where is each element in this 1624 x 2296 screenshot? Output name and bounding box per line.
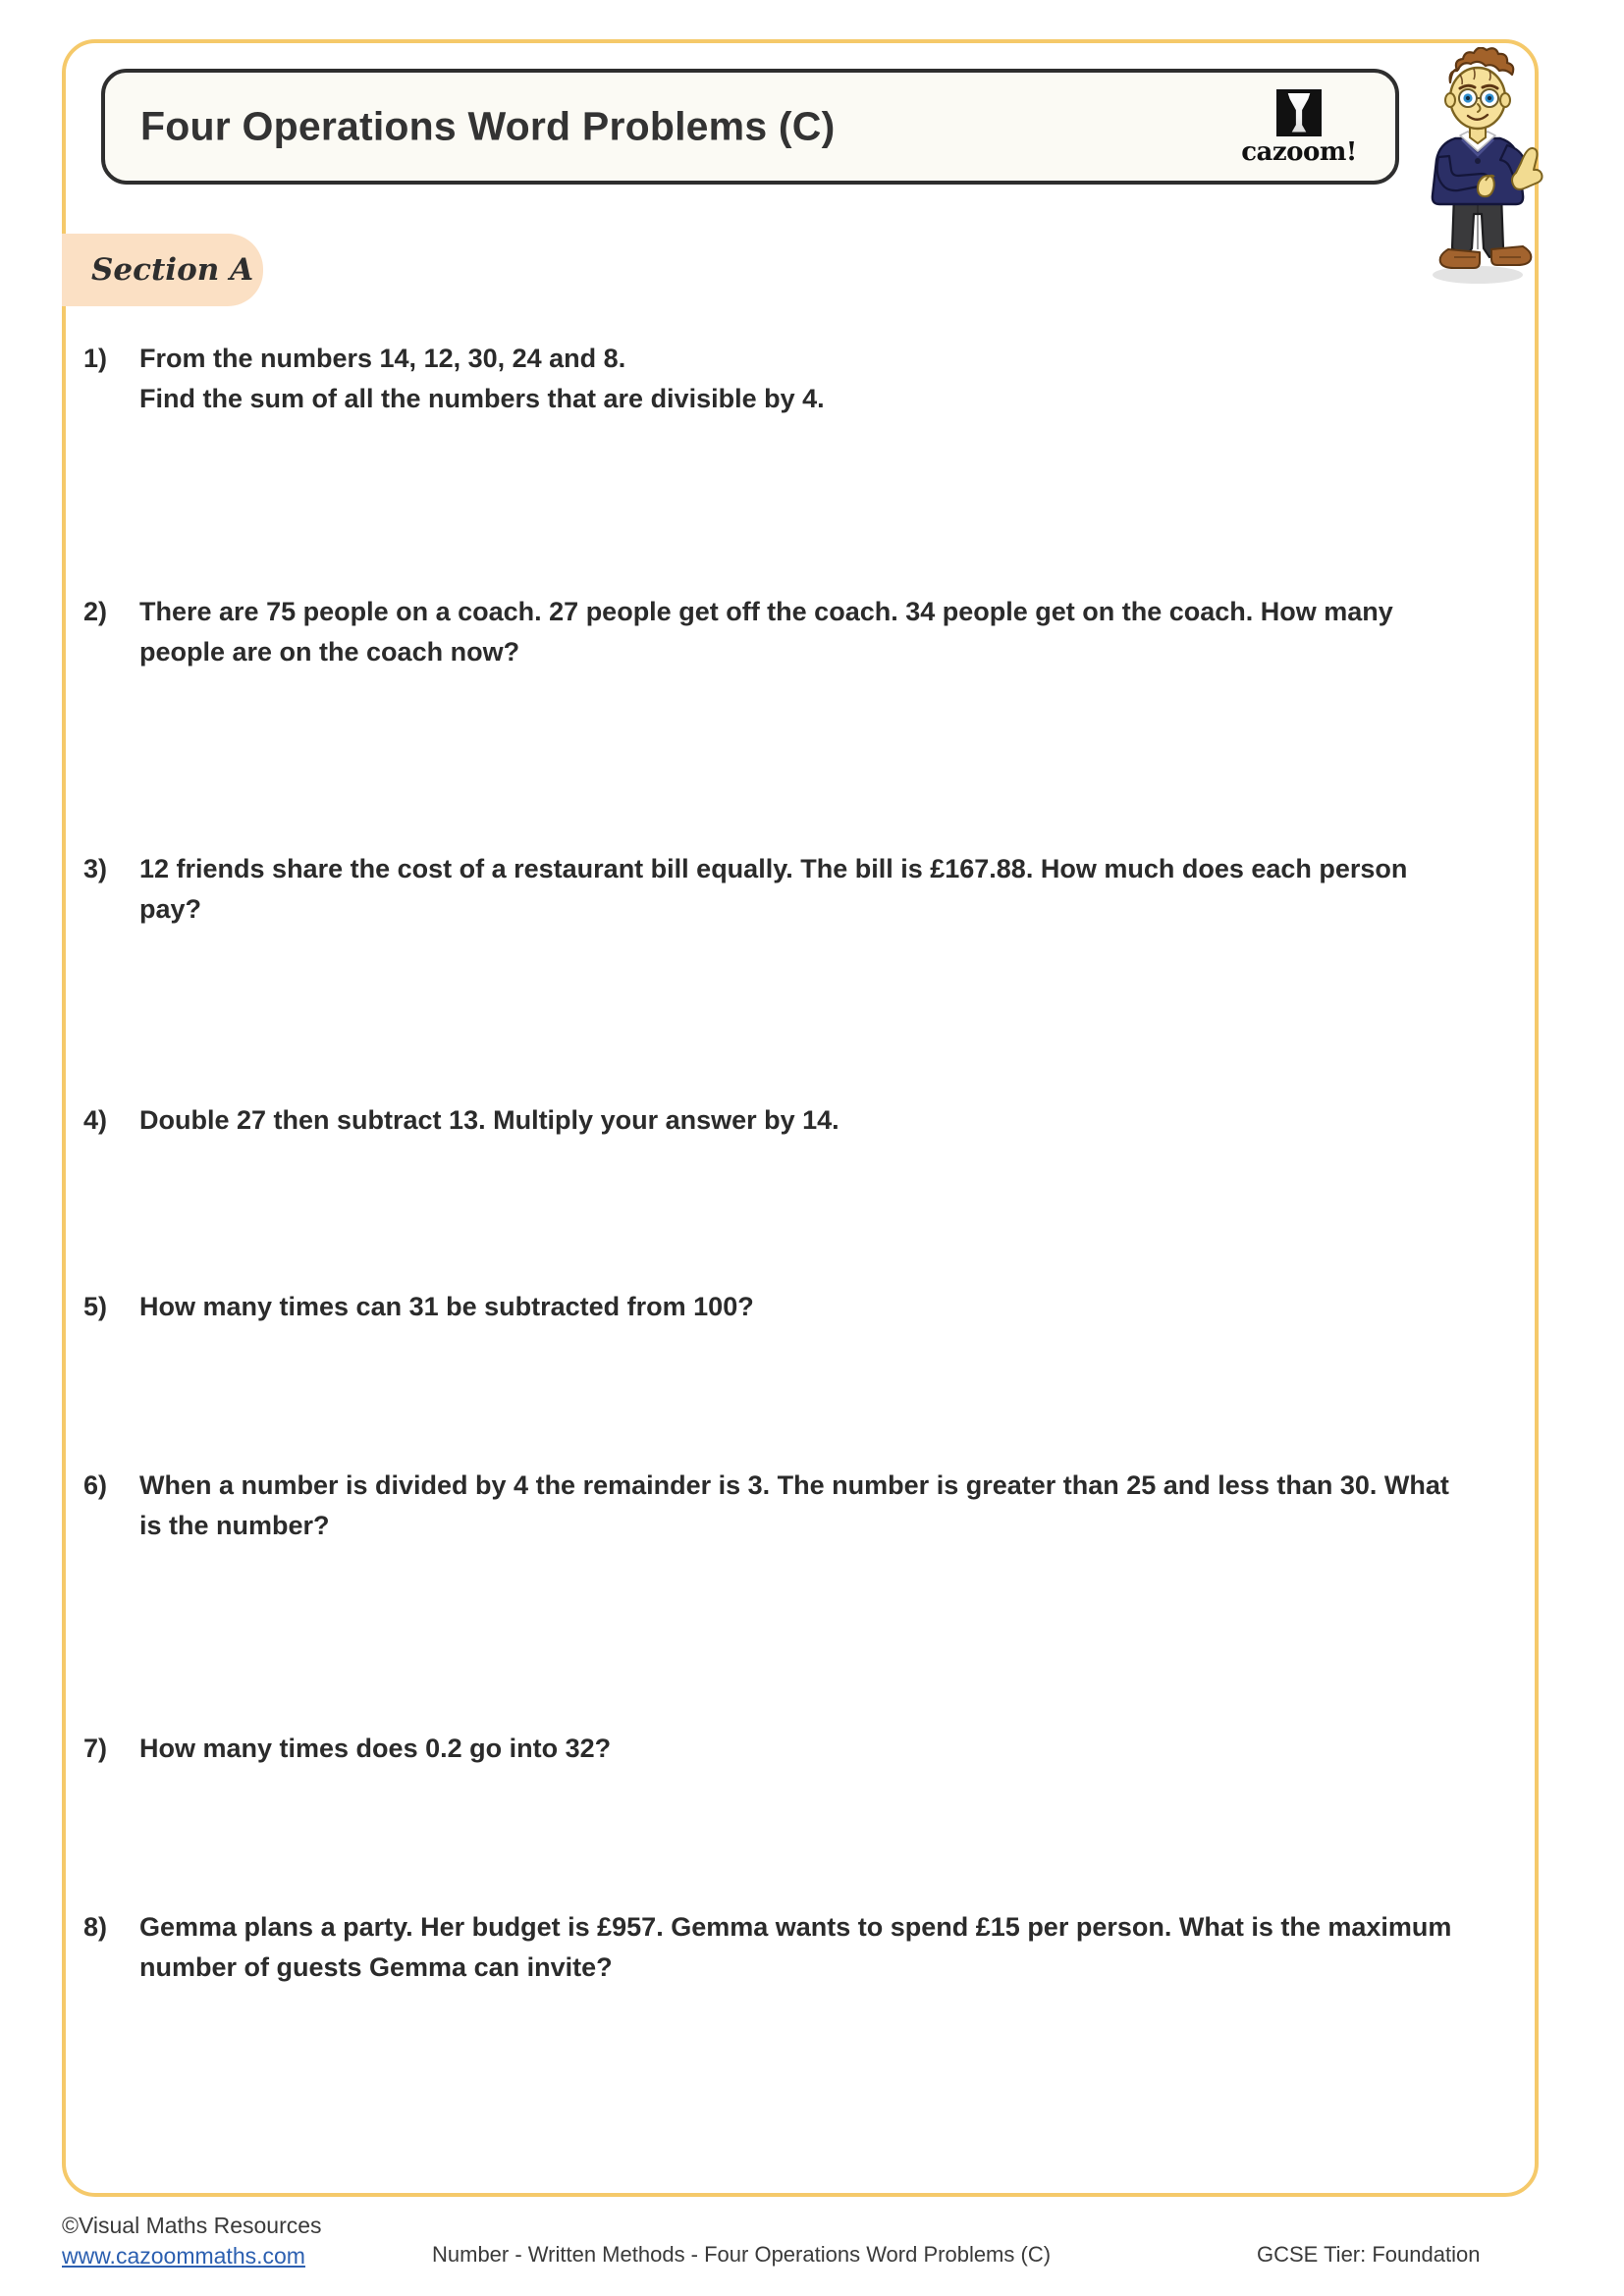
logo-wordmark: cazoom!	[1241, 136, 1357, 167]
footer-tier-label: GCSE Tier: Foundation	[1257, 2242, 1481, 2267]
question-text: There are 75 people on a coach. 27 people get off the coach. 34 people get on the coach. How many people are on the coach now?	[139, 597, 1393, 667]
question-number: 6)	[83, 1470, 108, 1500]
question-text: How many times does 0.2 go into 32?	[139, 1734, 612, 1763]
question-item	[83, 592, 1507, 849]
website-link[interactable]: www.cazoommaths.com	[62, 2243, 305, 2269]
page-title: Four Operations Word Problems (C)	[140, 103, 836, 149]
question-item	[83, 1287, 1507, 1466]
section-tab	[62, 234, 263, 306]
question-number: 7)	[83, 1734, 108, 1763]
question-number: 3)	[83, 854, 108, 883]
question-text: Gemma plans a party. Her budget is £957. Gemma wants to spend £15 per person. What is the maximum number of guests Gemma can invite?	[139, 1912, 1452, 1982]
footer-subject-line: Number - Written Methods - Four Operations Word Problems (C)	[432, 2242, 1052, 2267]
question-item	[83, 1729, 1507, 1907]
question-text: When a number is divided by 4 the remainder is 3. The number is greater than 25 and less than 30. What is the number?	[139, 1470, 1449, 1540]
question-item	[83, 1907, 1507, 2045]
question-number: 2)	[83, 597, 108, 626]
question-text: From the numbers 14, 12, 30, 24 and 8. Find the sum of all the numbers that are divisible by 4.	[139, 344, 825, 413]
worksheet-footer	[0, 2211, 1624, 2289]
question-text: 12 friends share the cost of a restaurant bill equally. The bill is £167.88. How much does each person pay?	[139, 854, 1408, 924]
section-label: Section A	[91, 252, 254, 288]
copyright-text: ©Visual Maths Resources	[62, 2213, 322, 2238]
questions-list	[83, 339, 1507, 2045]
cazoom-logo	[1224, 82, 1374, 171]
question-text: How many times can 31 be subtracted from 100?	[139, 1292, 754, 1321]
glass-shape	[1286, 93, 1312, 133]
question-number: 1)	[83, 344, 108, 373]
question-number: 4)	[83, 1105, 108, 1135]
title-box	[101, 69, 1399, 185]
question-item	[83, 1100, 1507, 1287]
question-item	[83, 1466, 1507, 1729]
worksheet-header	[101, 69, 1399, 185]
question-number: 5)	[83, 1292, 108, 1321]
question-number: 8)	[83, 1912, 108, 1942]
question-item	[83, 339, 1507, 592]
hourglass-glass-icon	[1276, 89, 1322, 136]
mascot-schoolboy-icon	[1399, 47, 1556, 293]
question-item	[83, 849, 1507, 1100]
question-text: Double 27 then subtract 13. Multiply your answer by 14.	[139, 1105, 839, 1135]
footer-left-block	[62, 2211, 322, 2274]
